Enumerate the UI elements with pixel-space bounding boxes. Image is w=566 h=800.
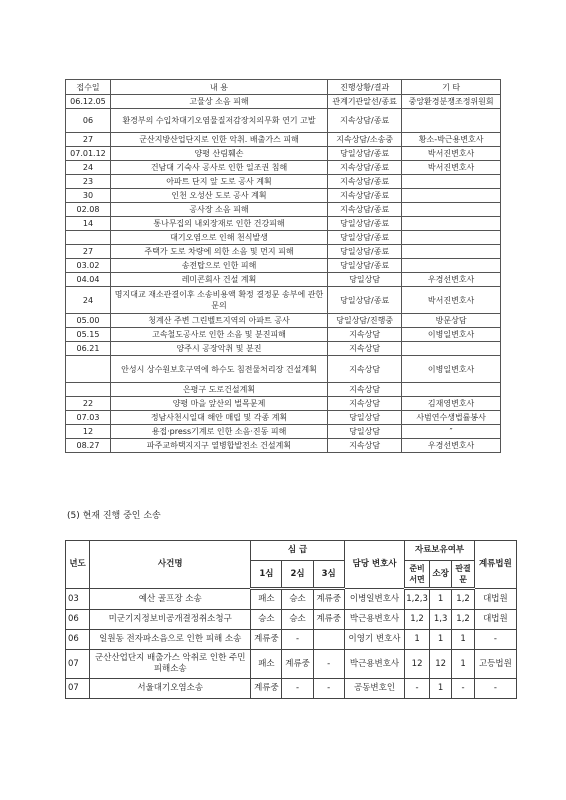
header-records: 자료보유여부 <box>405 541 475 561</box>
cell-other: 박서진변호사 <box>402 147 501 161</box>
cell-status: 지속상담 <box>328 342 402 356</box>
cell-other: 김재영변호사 <box>402 397 501 411</box>
cell-year: 06 <box>66 630 90 650</box>
cell-rec-3: 1 <box>452 650 474 679</box>
cell-content: 양평 마을 앞산의 벌목문제 <box>110 397 327 411</box>
cell-status: 당일상담/종료 <box>328 231 402 245</box>
header-lawyer: 담당 변호사 <box>344 541 404 589</box>
cell-rec-2: 1 <box>429 589 451 610</box>
cell-other: 우경선변호사 <box>402 273 501 287</box>
cell-date: 27 <box>66 133 111 147</box>
header-rec-3: 판결문 <box>452 561 474 589</box>
cell-content: 환경부의 수입차대기오염물질저감장치의무화 연기 고발 <box>110 109 327 133</box>
table-row <box>66 245 501 259</box>
cell-date <box>66 231 111 245</box>
table-row <box>66 610 517 630</box>
cell-trial-3: - <box>313 650 344 679</box>
cell-status: 지속상담 <box>328 356 402 383</box>
cell-date <box>66 356 111 383</box>
header-content: 내 용 <box>110 80 327 95</box>
cell-status: 관계기관알선/종료 <box>328 95 402 109</box>
table-row <box>66 231 501 245</box>
cell-date: 06.12.05 <box>66 95 111 109</box>
cell-rec-3: - <box>452 679 474 699</box>
cell-other <box>402 259 501 273</box>
cell-rec-3: 1,2 <box>452 610 474 630</box>
cell-trial-2: - <box>282 679 313 699</box>
header-year: 년도 <box>66 541 90 589</box>
cell-trial-3: 계류중 <box>313 610 344 630</box>
cell-trial-2: 승소 <box>282 589 313 610</box>
cell-status: 당일상담 <box>328 425 402 439</box>
cell-content: 용접·press기계로 인한 소음·진동 피해 <box>110 425 327 439</box>
cell-status: 당일상담/종료 <box>328 259 402 273</box>
cell-status: 지속상담/종료 <box>328 203 402 217</box>
cell-court: 대법원 <box>474 589 516 610</box>
cell-date: 14 <box>66 217 111 231</box>
cell-date: 05.00 <box>66 314 111 328</box>
cell-court: - <box>474 630 516 650</box>
cell-status: 지속상담 <box>328 328 402 342</box>
header-trial-3: 3심 <box>313 561 344 589</box>
cell-other <box>402 217 501 231</box>
cell-status: 지속상담/종료 <box>328 109 402 133</box>
cell-other: 중앙환경분쟁조정위원회 <box>402 95 501 109</box>
cell-content: 아파트 단지 앞 도로 공사 계획 <box>110 175 327 189</box>
cell-date: 12 <box>66 425 111 439</box>
table-row <box>66 109 501 133</box>
cell-date: 23 <box>66 175 111 189</box>
cell-rec-2: 12 <box>429 650 451 679</box>
cell-trial-1: 승소 <box>251 610 282 630</box>
cell-status: 지속상담/종료 <box>328 161 402 175</box>
table-row <box>66 650 517 679</box>
table-row <box>66 95 501 109</box>
cell-date: 04.04 <box>66 273 111 287</box>
cell-trial-3: - <box>313 679 344 699</box>
cell-other: 이병일변호사 <box>402 356 501 383</box>
cell-date: 06.21 <box>66 342 111 356</box>
table-row <box>66 439 501 453</box>
cell-other: 이병일변호사 <box>402 328 501 342</box>
cell-other: 방문상담 <box>402 314 501 328</box>
header-trial-2: 2심 <box>282 561 313 589</box>
cell-lawyer: 이영기 변호사 <box>344 630 404 650</box>
lawsuit-table <box>65 540 517 699</box>
table-row <box>66 273 501 287</box>
cell-court: 고등법원 <box>474 650 516 679</box>
cell-rec-1: 12 <box>405 650 430 679</box>
cell-year: 07 <box>66 679 90 699</box>
cell-status: 당일상담/종료 <box>328 287 402 314</box>
table-row <box>66 328 501 342</box>
cell-date: 07.03 <box>66 411 111 425</box>
header-case: 사건명 <box>90 541 251 589</box>
cell-content: 고물상 소음 피해 <box>110 95 327 109</box>
cell-date: 08.27 <box>66 439 111 453</box>
cell-other: 우경선변호사 <box>402 439 501 453</box>
cell-content: 대기오염으로 인해 천식발생 <box>110 231 327 245</box>
cell-content: 주택가 도로 차량에 의한 소음 및 먼지 피해 <box>110 245 327 259</box>
cell-other: ″ <box>402 425 501 439</box>
table-row <box>66 287 501 314</box>
cell-year: 07 <box>66 650 90 679</box>
cell-content: 고속철도공사로 인한 소음 및 분진피해 <box>110 328 327 342</box>
header-trial: 심 급 <box>251 541 344 561</box>
cell-other: 황소-박근용변호사 <box>402 133 501 147</box>
cell-lawyer: 공동변호인 <box>344 679 404 699</box>
cell-trial-3 <box>313 630 344 650</box>
table-row <box>66 356 501 383</box>
cell-other <box>402 342 501 356</box>
cell-date: 05.15 <box>66 328 111 342</box>
cell-status: 지속상담 <box>328 383 402 397</box>
cell-content: 안성시 상수원보호구역에 하수도 침전물처리장 건설계획 <box>110 356 327 383</box>
cell-trial-1: 계류중 <box>251 630 282 650</box>
header-rec-1: 준비서면 <box>405 561 430 589</box>
table-row <box>66 259 501 273</box>
consultation-table <box>65 79 501 453</box>
table-row <box>66 217 501 231</box>
cell-date: 24 <box>66 287 111 314</box>
cell-status: 지속상담 <box>328 439 402 453</box>
cell-content: 공사장 소음 피해 <box>110 203 327 217</box>
cell-other <box>402 231 501 245</box>
cell-date: 30 <box>66 189 111 203</box>
table-row <box>66 314 501 328</box>
header-date: 접수일 <box>66 80 111 95</box>
table-row <box>66 147 501 161</box>
table-row <box>66 679 517 699</box>
table-row <box>66 425 501 439</box>
cell-case: 예산 골프장 소송 <box>90 589 251 610</box>
cell-case: 미군기지정보비공개결정취소청구 <box>90 610 251 630</box>
cell-trial-1: 계류중 <box>251 679 282 699</box>
cell-date: 24 <box>66 161 111 175</box>
cell-lawyer: 이병일변호사 <box>344 589 404 610</box>
cell-status: 당일상담/진행중 <box>328 314 402 328</box>
cell-trial-1: 패소 <box>251 589 282 610</box>
cell-lawyer: 박근용변호사 <box>344 610 404 630</box>
cell-court: - <box>474 679 516 699</box>
cell-status: 당일상담 <box>328 411 402 425</box>
cell-trial-1: 패소 <box>251 650 282 679</box>
cell-date: 07.01.12 <box>66 147 111 161</box>
cell-trial-2: - <box>282 630 313 650</box>
table-row <box>66 133 501 147</box>
table-header-row <box>66 80 501 95</box>
cell-date: 03.02 <box>66 259 111 273</box>
table-row <box>66 342 501 356</box>
cell-rec-3: 1 <box>452 630 474 650</box>
cell-court: 대법원 <box>474 610 516 630</box>
cell-status: 지속상담/종료 <box>328 175 402 189</box>
cell-other: 박서진변호사 <box>402 161 501 175</box>
cell-date: 27 <box>66 245 111 259</box>
cell-date <box>66 383 111 397</box>
cell-year: 03 <box>66 589 90 610</box>
cell-rec-1: - <box>405 679 430 699</box>
cell-rec-1: 1 <box>405 630 430 650</box>
table-row <box>66 411 501 425</box>
cell-rec-3: 1,2 <box>452 589 474 610</box>
table-row <box>66 630 517 650</box>
cell-content: 통나무집의 내외장재로 인한 건강피해 <box>110 217 327 231</box>
cell-content: 레미콘회사 건설 계획 <box>110 273 327 287</box>
cell-other <box>402 383 501 397</box>
cell-case: 서울대기오염소송 <box>90 679 251 699</box>
cell-rec-2: 1,3 <box>429 610 451 630</box>
section-title: (5) 현재 진행 중인 소송 <box>67 511 161 521</box>
cell-content: 정남사천시일대 해안 매립 및 각종 계획 <box>110 411 327 425</box>
table-row <box>66 383 501 397</box>
cell-rec-2: 1 <box>429 679 451 699</box>
cell-status: 지속상담 <box>328 397 402 411</box>
cell-other: 박서진변호사 <box>402 287 501 314</box>
cell-date: 06 <box>66 109 111 133</box>
cell-other: 사범연수생법률봉사 <box>402 411 501 425</box>
table-row <box>66 589 517 610</box>
cell-status: 당일상담/종료 <box>328 147 402 161</box>
cell-date: 22 <box>66 397 111 411</box>
table-row <box>66 175 501 189</box>
cell-content: 명지대교 재소관결이후 소송비용액 확정 결정문 송부에 관한 문의 <box>110 287 327 314</box>
cell-status: 당일상담/종료 <box>328 217 402 231</box>
table-row <box>66 189 501 203</box>
cell-rec-2: 1 <box>429 630 451 650</box>
cell-content: 파주교하택지지구 열병합발전소 건설계획 <box>110 439 327 453</box>
cell-date: 02.08 <box>66 203 111 217</box>
table-row <box>66 161 501 175</box>
header-court: 계류법원 <box>474 541 516 589</box>
cell-case: 군산산업단지 배출가스 악취로 인한 주민피해소송 <box>90 650 251 679</box>
cell-content: 송전탑으로 인한 피해 <box>110 259 327 273</box>
header-trial-1: 1심 <box>251 561 282 589</box>
cell-other <box>402 189 501 203</box>
header-other: 기 타 <box>402 80 501 95</box>
cell-status: 당일상담/종료 <box>328 245 402 259</box>
cell-content: 은평구 도로건설계획 <box>110 383 327 397</box>
cell-content: 양평 산림훼손 <box>110 147 327 161</box>
cell-rec-1: 1,2,3 <box>405 589 430 610</box>
cell-year: 06 <box>66 610 90 630</box>
cell-content: 양주시 공장악취 및 분진 <box>110 342 327 356</box>
cell-status: 지속상담/종료 <box>328 189 402 203</box>
table-row <box>66 397 501 411</box>
cell-other <box>402 109 501 133</box>
cell-status: 당일상담 <box>328 273 402 287</box>
table-row <box>66 203 501 217</box>
cell-other <box>402 203 501 217</box>
table-header-row <box>66 541 517 561</box>
cell-trial-3: 계류중 <box>313 589 344 610</box>
cell-rec-1: 1,2 <box>405 610 430 630</box>
cell-lawyer: 박근용변호사 <box>344 650 404 679</box>
cell-content: 군산지방산업단지로 인한 악취. 배출가스 피해 <box>110 133 327 147</box>
cell-other <box>402 175 501 189</box>
cell-content: 건남대 기숙사 공사로 인한 일조권 침해 <box>110 161 327 175</box>
cell-status: 지속상담/소송중 <box>328 133 402 147</box>
header-status: 진행상황/결과 <box>328 80 402 95</box>
cell-content: 청계산 주변 그린벨트지역의 아파트 공사 <box>110 314 327 328</box>
cell-trial-2: 계류중 <box>282 650 313 679</box>
cell-content: 인천 오성산 도로 공사 계획 <box>110 189 327 203</box>
cell-case: 일원동 전자파소음으로 인한 피해 소송 <box>90 630 251 650</box>
cell-trial-2: 승소 <box>282 610 313 630</box>
cell-other <box>402 245 501 259</box>
header-rec-2: 소장 <box>429 561 451 589</box>
